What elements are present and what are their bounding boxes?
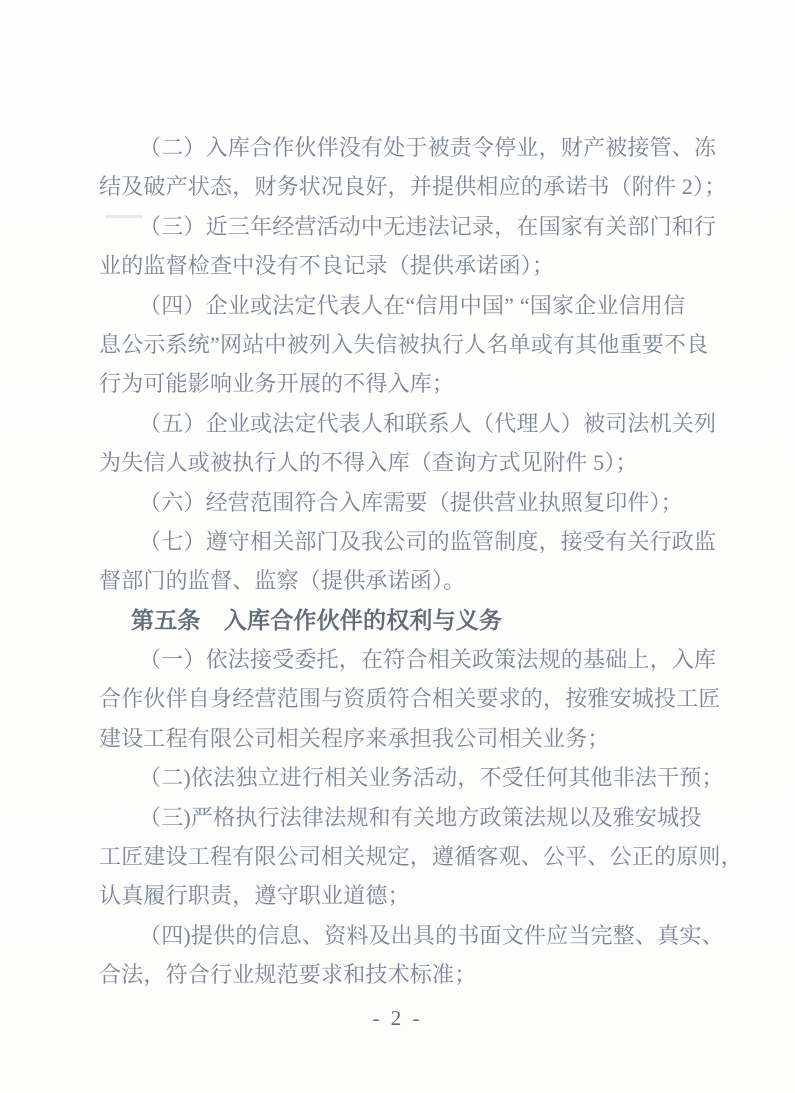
- document-line: 结及破产状态，财务状况良好，并提供相应的承诺书（附件 2）；: [99, 174, 727, 200]
- document-line: 督部门的监督、监察（提供承诺函）。: [99, 568, 466, 594]
- document-line: （一）依法接受委托，在符合相关政策法规的基础上，入库: [139, 647, 717, 673]
- document-line: 业的监督检查中没有不良记录（提供承诺函）；: [99, 253, 555, 279]
- document-body: [99, 128, 743, 995]
- document-line: （二)依法独立进行相关业务活动，不受任何其他非法干预；: [139, 765, 724, 791]
- document-line: 行为可能影响业务开展的不得入库；: [99, 371, 455, 397]
- document-line: （二）入库合作伙伴没有处于被责令停业，财产被接管、冻: [139, 135, 717, 160]
- section-heading: 第五条 入库合作伙伴的权利与义务: [131, 606, 503, 633]
- document-line: （四）企业或法定代表人在“信用中国” “国家企业信用信: [139, 292, 686, 318]
- document-line: 合作伙伴自身经营范围与资质符合相关要求的，按雅安城投工匠: [99, 686, 721, 712]
- document-line: 建设工程有限公司相关程序来承担我公司相关业务；: [99, 725, 610, 751]
- document-line: （五）企业或法定代表人和联系人（代理人）被司法机关列: [139, 410, 717, 436]
- page-number: - 2 -: [372, 1006, 423, 1030]
- document-line: （三）近三年经营活动中无违法记录，在国家有关部门和行: [139, 213, 717, 239]
- document-line: 息公示系统”网站中被列入失信被执行人名单或有其他重要不良: [99, 331, 709, 357]
- document-line: 合法，符合行业规范要求和技术标准；: [99, 962, 477, 988]
- document-line: 认真履行职责，遵守职业道德；: [99, 883, 410, 909]
- document-line: （六）经营范围符合入库需要（提供营业执照复印件）；: [139, 489, 684, 515]
- document-line: 为失信人或被执行人的不得入库（查询方式见附件 5）；: [99, 450, 638, 476]
- document-line: （四)提供的信息、资料及出具的书面文件应当完整、真实、: [139, 922, 724, 948]
- document-line: （七）遵守相关部门及我公司的监管制度，接受有关行政监: [139, 528, 717, 554]
- document-line: （三)严格执行法律法规和有关地方政策法规以及雅安城投: [139, 804, 702, 830]
- document-line: 工匠建设工程有限公司相关规定，遵循客观、公平、公正的原则，: [99, 844, 743, 870]
